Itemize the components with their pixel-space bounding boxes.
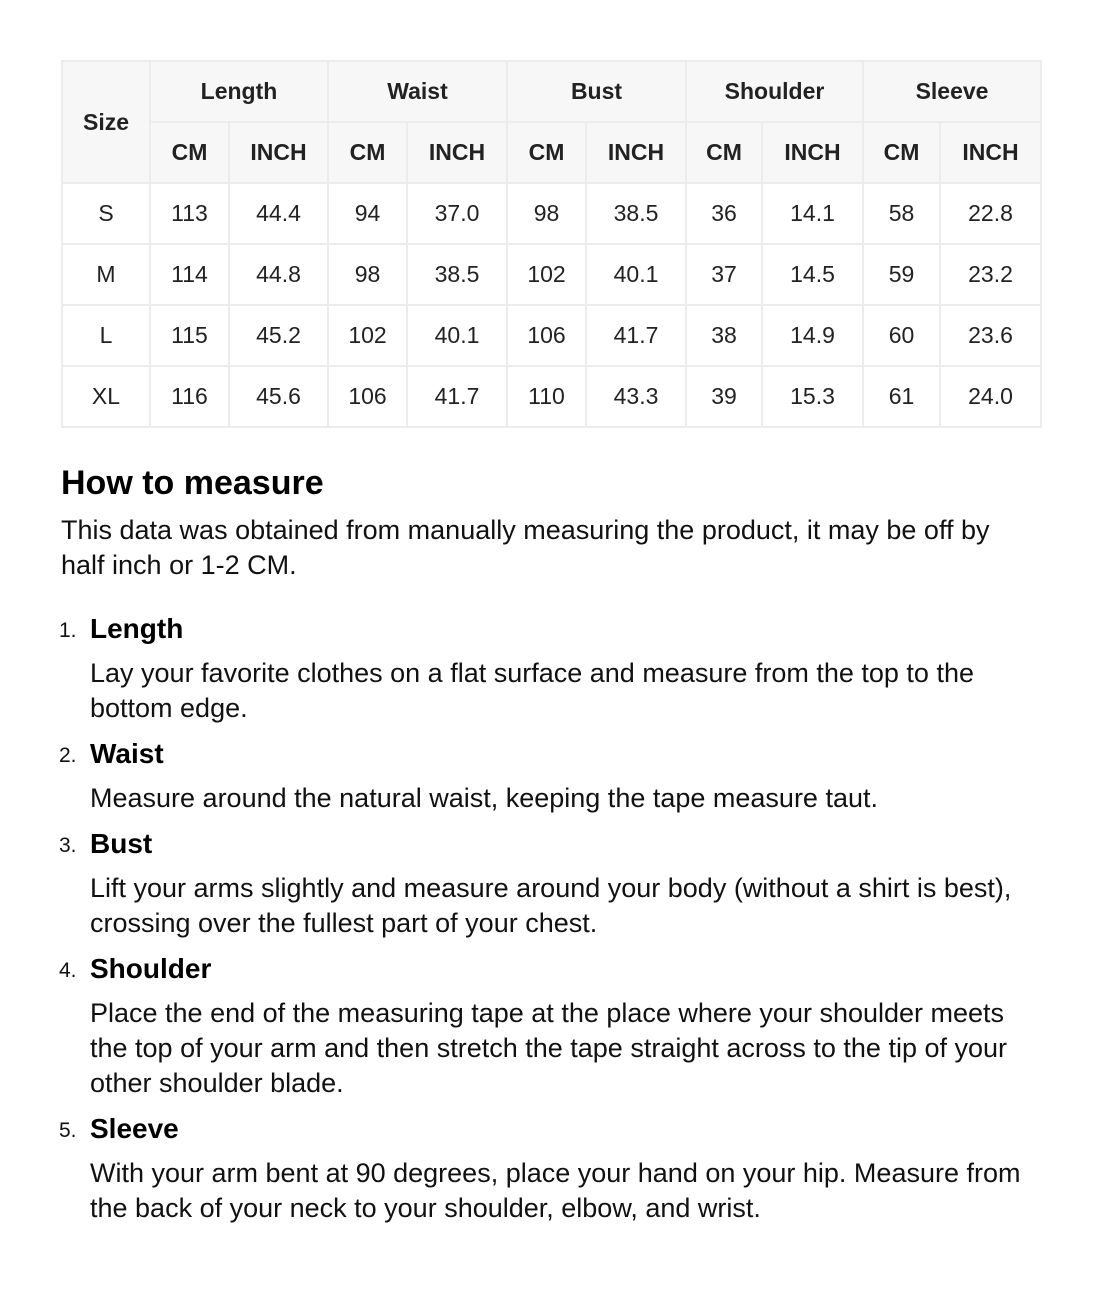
step-title-waist: Waist (90, 738, 164, 769)
length-group-header: Length (150, 61, 328, 122)
list-item (61, 736, 1039, 816)
table-cell: 23.2 (940, 244, 1041, 305)
step-title-shoulder: Shoulder (90, 953, 212, 984)
waist-group-header: Waist (328, 61, 507, 122)
step-number: 1. (59, 619, 77, 642)
sleeve-group-header: Sleeve (863, 61, 1041, 122)
table-row (62, 305, 1041, 366)
size-cell: M (62, 244, 150, 305)
size-column-header: Size (62, 61, 150, 183)
table-cell: 98 (328, 244, 407, 305)
table-cell: 110 (507, 366, 586, 427)
step-description: Place the end of the measuring tape at the place where your shoulder meets the top of your arm and then stretch the tape straight across to the tip of your other shoulder blade. (90, 998, 1008, 1098)
table-row (62, 183, 1041, 244)
measurement-disclaimer: This data was obtained from manually measuring the product, it may be off by half inch or 1-2 CM. (61, 515, 990, 580)
table-cell: 38.5 (407, 244, 507, 305)
table-cell: 114 (150, 244, 229, 305)
table-cell: 43.3 (586, 366, 686, 427)
table-cell: 45.6 (229, 366, 328, 427)
table-cell: 115 (150, 305, 229, 366)
step-title-length: Length (90, 613, 184, 644)
table-header-row (62, 61, 1041, 122)
table-cell: 106 (507, 305, 586, 366)
size-cell: L (62, 305, 150, 366)
unit-header: CM (150, 122, 229, 183)
bust-group-header: Bust (507, 61, 686, 122)
table-cell: 14.9 (762, 305, 863, 366)
table-cell: 23.6 (940, 305, 1041, 366)
table-cell: 14.5 (762, 244, 863, 305)
unit-header: INCH (407, 122, 507, 183)
list-item (61, 826, 1039, 941)
table-cell: 59 (863, 244, 940, 305)
list-item (61, 611, 1039, 726)
table-cell: 44.4 (229, 183, 328, 244)
table-cell: 116 (150, 366, 229, 427)
table-cell: 14.1 (762, 183, 863, 244)
table-cell: 41.7 (407, 366, 507, 427)
table-cell: 45.2 (229, 305, 328, 366)
step-number: 4. (59, 959, 77, 982)
size-cell: S (62, 183, 150, 244)
table-cell: 60 (863, 305, 940, 366)
unit-header: CM (686, 122, 762, 183)
table-cell: 39 (686, 366, 762, 427)
table-cell: 61 (863, 366, 940, 427)
measurement-steps-list (61, 611, 1039, 1226)
table-cell: 102 (328, 305, 407, 366)
unit-header: CM (328, 122, 407, 183)
table-cell: 40.1 (586, 244, 686, 305)
table-cell: 94 (328, 183, 407, 244)
table-cell: 102 (507, 244, 586, 305)
table-row (62, 244, 1041, 305)
list-item (61, 951, 1039, 1101)
step-description: With your arm bent at 90 degrees, place your hand on your hip. Measure from the back of your neck to your shoulder, elbow, and wrist. (90, 1158, 1021, 1223)
how-to-measure-heading: How to measure (61, 464, 324, 502)
table-cell: 41.7 (586, 305, 686, 366)
table-cell: 36 (686, 183, 762, 244)
table-cell: 40.1 (407, 305, 507, 366)
step-number: 3. (59, 834, 77, 857)
unit-header: INCH (940, 122, 1041, 183)
step-title-bust: Bust (90, 828, 153, 859)
size-chart-table (61, 60, 1042, 428)
table-cell: 113 (150, 183, 229, 244)
table-cell: 44.8 (229, 244, 328, 305)
table-cell: 98 (507, 183, 586, 244)
unit-header: CM (863, 122, 940, 183)
unit-header: CM (507, 122, 586, 183)
unit-header: INCH (586, 122, 686, 183)
table-cell: 37 (686, 244, 762, 305)
table-unit-row (62, 122, 1041, 183)
step-number: 2. (59, 744, 77, 767)
step-number: 5. (59, 1119, 77, 1142)
table-cell: 106 (328, 366, 407, 427)
step-title-sleeve: Sleeve (90, 1113, 179, 1144)
unit-header: INCH (229, 122, 328, 183)
table-cell: 58 (863, 183, 940, 244)
step-description: Measure around the natural waist, keeping the tape measure taut. (90, 783, 878, 813)
step-description: Lay your favorite clothes on a flat surface and measure from the top to the bottom edge. (90, 658, 974, 723)
step-description: Lift your arms slightly and measure around your body (without a shirt is best), crossing over the fullest part of your chest. (90, 873, 1012, 938)
table-cell: 38 (686, 305, 762, 366)
table-cell: 38.5 (586, 183, 686, 244)
list-item (61, 1111, 1039, 1226)
table-cell: 22.8 (940, 183, 1041, 244)
unit-header: INCH (762, 122, 863, 183)
size-cell: XL (62, 366, 150, 427)
table-cell: 37.0 (407, 183, 507, 244)
table-row (62, 366, 1041, 427)
table-cell: 24.0 (940, 366, 1041, 427)
table-cell: 15.3 (762, 366, 863, 427)
shoulder-group-header: Shoulder (686, 61, 863, 122)
